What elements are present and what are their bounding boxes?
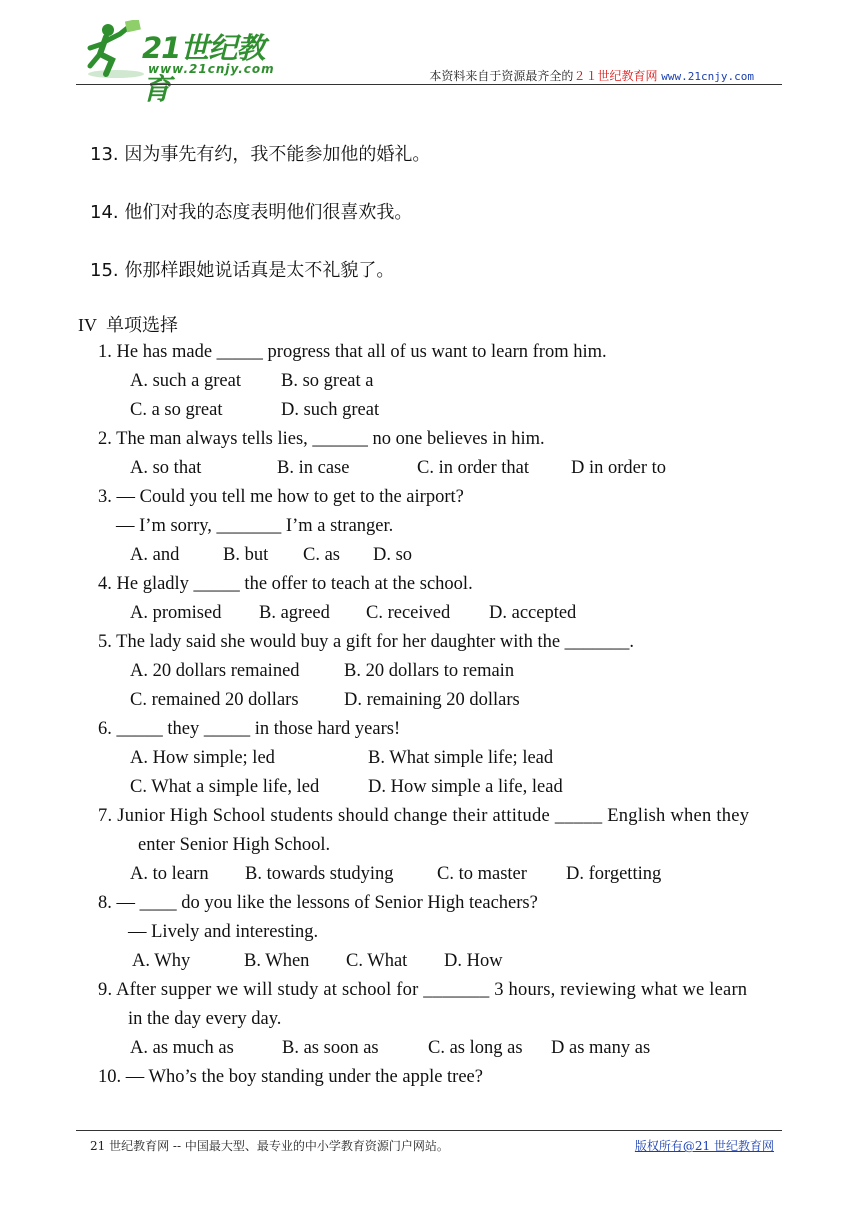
logo-text: 21世纪教育 <box>142 31 265 106</box>
option-a[interactable]: A. to learn <box>130 864 209 884</box>
question-5-stem: 5. The lady said she would buy a gift for her daughter with the _______. <box>98 632 635 652</box>
option-d[interactable]: D. How <box>444 951 503 971</box>
option-c[interactable]: C. as <box>303 545 340 565</box>
option-d[interactable]: D. so <box>373 545 413 565</box>
option-a[interactable]: A. so that <box>130 458 202 478</box>
option-b[interactable]: B. What simple life; lead <box>368 748 554 768</box>
question-3-stem: 3. — Could you tell me how to get to the airport? <box>98 487 464 507</box>
option-d[interactable]: D as many as <box>551 1038 651 1058</box>
option-b[interactable]: B. so great a <box>281 371 374 391</box>
page-header <box>0 0 860 106</box>
option-b[interactable]: B. agreed <box>259 603 330 623</box>
option-d[interactable]: D. forgetting <box>566 864 662 884</box>
site-logo[interactable] <box>86 20 286 106</box>
option-c[interactable]: C. What a simple life, led <box>130 777 320 797</box>
option-c[interactable]: C. What <box>346 951 408 971</box>
option-c[interactable]: C. as long as <box>428 1038 523 1058</box>
source-brand-link[interactable]: ２１世纪教育网 <box>573 69 658 83</box>
option-d[interactable]: D. such great <box>281 400 380 420</box>
option-b[interactable]: B. When <box>244 951 310 971</box>
option-c[interactable]: C. in order that <box>417 458 530 478</box>
translation-item-14: 14. 他们对我的态度表明他们很喜欢我。 <box>90 202 413 223</box>
section-title: 单项选择 <box>106 315 178 336</box>
option-d[interactable]: D in order to <box>571 458 667 478</box>
option-a[interactable]: A. such a great <box>130 371 241 391</box>
source-prefix: 本资料来自于资源最齐全的 <box>429 69 574 83</box>
footer-tagline: 21 世纪教育网 -- 中国最大型、最专业的中小学教育资源门户网站。 <box>90 1139 449 1153</box>
question-3-stem-reply: — I’m sorry, _______ I’m a stranger. <box>116 516 394 536</box>
source-url-link[interactable]: www.21cnjy.com <box>661 70 754 83</box>
question-8-stem: 8. — ____ do you like the lessons of Senior High teachers? <box>98 893 538 913</box>
question-10-stem: 10. — Who’s the boy standing under the apple tree? <box>98 1067 483 1087</box>
translation-item-15: 15. 你那样跟她说话真是太不礼貌了。 <box>90 260 395 281</box>
question-1-stem: 1. He has made _____ progress that all of us want to learn from him. <box>98 342 607 362</box>
question-7-stem: 7. Junior High School students should change their attitude _____ English when they <box>98 806 750 826</box>
option-c[interactable]: C. remained 20 dollars <box>130 690 299 710</box>
option-b[interactable]: B. towards studying <box>245 864 394 884</box>
option-c[interactable]: C. received <box>366 603 451 623</box>
section-number: IV <box>78 315 97 335</box>
runner-logo-icon <box>86 20 146 82</box>
option-a[interactable]: A. Why <box>132 951 191 971</box>
question-6-stem: 6. _____ they _____ in those hard years! <box>98 719 401 739</box>
option-a[interactable]: A. How simple; led <box>130 748 275 768</box>
question-7-stem-cont: enter Senior High School. <box>138 835 331 855</box>
option-c[interactable]: C. a so great <box>130 400 223 420</box>
option-d[interactable]: D. remaining 20 dollars <box>344 690 520 710</box>
question-2-stem: 2. The man always tells lies, ______ no one believes in him. <box>98 429 545 449</box>
question-4-stem: 4. He gladly _____ the offer to teach at the school. <box>98 574 473 594</box>
option-d[interactable]: D. accepted <box>489 603 577 623</box>
option-b[interactable]: B. in case <box>277 458 350 478</box>
header-source <box>429 67 754 84</box>
option-c[interactable]: C. to master <box>437 864 527 884</box>
option-a[interactable]: A. as much as <box>130 1038 234 1058</box>
option-a[interactable]: A. promised <box>130 603 222 623</box>
option-a[interactable]: A. 20 dollars remained <box>130 661 300 681</box>
translation-item-13: 13. 因为事先有约，我不能参加他的婚礼。 <box>90 144 431 165</box>
option-b[interactable]: B. 20 dollars to remain <box>344 661 515 681</box>
option-a[interactable]: A. and <box>130 545 180 565</box>
footer-copyright-link[interactable]: 版权所有@21 世纪教育网 <box>634 1139 774 1153</box>
footer-divider <box>76 1130 782 1131</box>
option-d[interactable]: D. How simple a life, lead <box>368 777 563 797</box>
section-heading <box>78 311 178 337</box>
header-divider <box>76 84 782 85</box>
logo-url: www.21cnjy.com <box>148 62 275 76</box>
option-b[interactable]: B. as soon as <box>282 1038 379 1058</box>
question-9-stem: 9. After supper we will study at school for _______ 3 hours, reviewing what we learn <box>98 980 748 1000</box>
question-8-stem-reply: — Lively and interesting. <box>128 922 319 942</box>
option-b[interactable]: B. but <box>223 545 269 565</box>
question-9-stem-cont: in the day every day. <box>128 1009 282 1029</box>
